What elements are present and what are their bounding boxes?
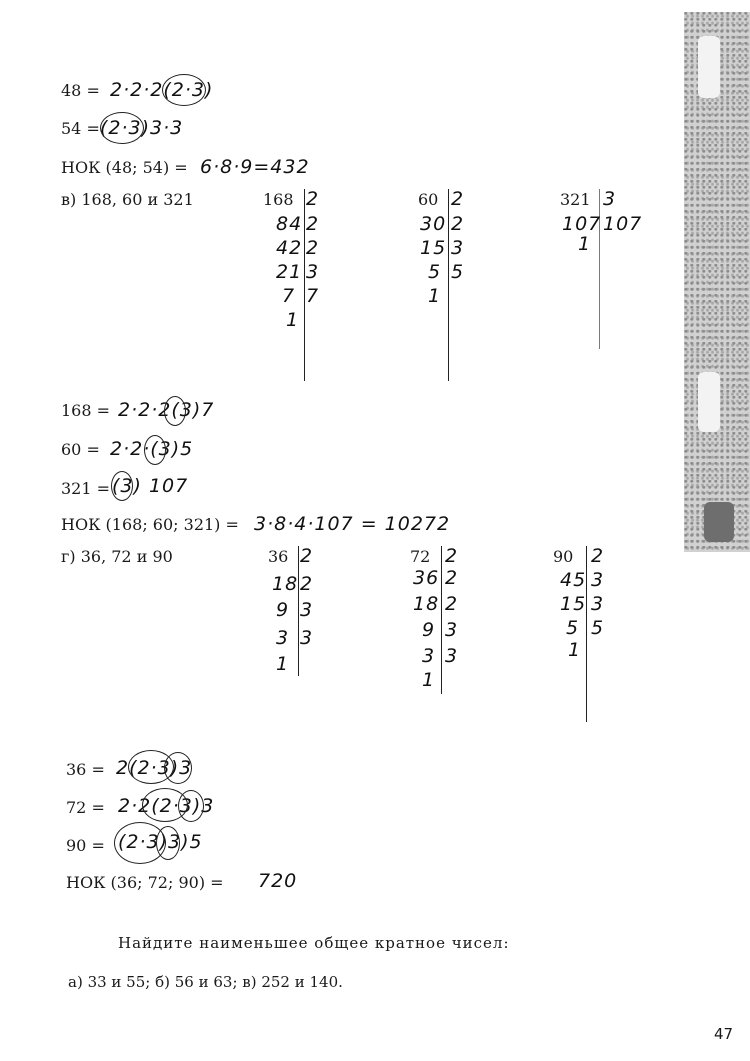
division-line [441, 546, 442, 694]
quotient: 15 [420, 237, 447, 259]
quotient: 45 [560, 569, 587, 591]
lcm-48-54-result: 6·8·9=432 [200, 156, 310, 178]
quotient: 21 [276, 261, 303, 283]
quotient: 18 [272, 573, 299, 595]
circled-factor [111, 471, 133, 501]
divisor: 2 [306, 237, 320, 259]
column-168-head: 168 [263, 190, 294, 209]
quotient: 9 [276, 599, 290, 621]
column-36-head: 36 [268, 547, 289, 566]
quotient: 1 [276, 653, 290, 675]
divisor: 107 [603, 213, 643, 235]
lcm-36-72-90-label: НОК (36; 72; 90) = [66, 873, 224, 892]
quotient: 84 [276, 213, 303, 235]
circled-common-factors [162, 74, 206, 106]
edge-tab-mark [698, 36, 720, 98]
quotient: 5 [428, 261, 442, 283]
circled-factor [164, 396, 186, 426]
divisor: 5 [591, 617, 605, 639]
lcm-36-72-90-result: 720 [258, 870, 298, 892]
row-54-label: 54 = [61, 119, 100, 138]
quotient: 18 [413, 593, 440, 615]
divisor: 3 [300, 599, 314, 621]
divisor: 3 [451, 237, 465, 259]
edge-tab-mark [698, 372, 720, 432]
quotient: 1 [286, 309, 300, 331]
row-36-factors: 2(2·3)3 [116, 757, 193, 779]
column-321-divisor: 3 [603, 188, 617, 210]
column-321-head: 321 [560, 190, 591, 209]
column-90-head: 90 [553, 547, 574, 566]
column-36-divisor: 2 [300, 545, 314, 567]
quotient: 1 [422, 669, 436, 691]
column-72-divisor: 2 [445, 545, 459, 567]
divisor: 2 [300, 573, 314, 595]
division-line [448, 189, 449, 381]
row-321-factors: (3) 107 [112, 475, 189, 497]
quotient: 5 [566, 617, 580, 639]
quotient: 15 [560, 593, 587, 615]
divisor: 2 [306, 213, 320, 235]
exercise-title: Найдите наименьшее общее кратное чисел: [118, 934, 510, 952]
row-60-label: 60 = [61, 440, 100, 459]
row-90-factors: (2·3)3)5 [118, 831, 203, 853]
row-90-label: 90 = [66, 836, 105, 855]
divisor: 2 [445, 593, 459, 615]
division-line [586, 546, 587, 722]
row-54-factors: (2·3)3·3 [100, 117, 184, 139]
divisor: 3 [591, 569, 605, 591]
column-60-divisor: 2 [451, 188, 465, 210]
quotient: 3 [276, 627, 290, 649]
row-48-factors: 2·2·2(2·3) [110, 79, 214, 101]
divisor: 5 [451, 261, 465, 283]
row-168-factors: 2·2·2(3)7 [118, 399, 215, 421]
lcm-168-60-321-result: 3·8·4·107 = 10272 [254, 513, 451, 535]
divisor: 2 [445, 567, 459, 589]
row-321-label: 321 = [61, 479, 111, 498]
lcm-168-60-321-label: НОК (168; 60; 321) = [61, 515, 239, 534]
lcm-48-54-label: НОК (48; 54) = [61, 158, 188, 177]
quotient: 1 [568, 639, 582, 661]
quotient: 1 [428, 285, 442, 307]
column-72-head: 72 [410, 547, 431, 566]
circled-common-factors [100, 112, 144, 144]
quotient: 42 [276, 237, 303, 259]
column-168-divisor: 2 [306, 188, 320, 210]
circled-factor [164, 752, 192, 784]
quotient: 36 [413, 567, 440, 589]
column-60-head: 60 [418, 190, 439, 209]
part-g-label: г) 36, 72 и 90 [61, 547, 173, 566]
quotient: 7 [282, 285, 296, 307]
divisor: 3 [591, 593, 605, 615]
quotient: 1 [578, 233, 592, 255]
row-72-factors: 2·2(2·3)3 [118, 795, 215, 817]
row-168-label: 168 = [61, 401, 111, 420]
divisor: 3 [445, 645, 459, 667]
circled-factor [156, 826, 180, 860]
page-number: 47 [714, 1025, 734, 1043]
edge-tab-mark [704, 502, 734, 542]
row-72-label: 72 = [66, 798, 105, 817]
divisor: 7 [306, 285, 320, 307]
divisor: 3 [300, 627, 314, 649]
row-36-label: 36 = [66, 760, 105, 779]
row-60-factors: 2·2·(3)5 [110, 438, 194, 460]
quotient: 9 [422, 619, 436, 641]
exercise-task: а) 33 и 55; б) 56 и 63; в) 252 и 140. [68, 973, 343, 991]
quotient: 107 [562, 213, 602, 235]
quotient: 30 [420, 213, 447, 235]
part-v-label: в) 168, 60 и 321 [61, 190, 194, 209]
divisor: 3 [445, 619, 459, 641]
divisor: 3 [306, 261, 320, 283]
divisor: 2 [451, 213, 465, 235]
scanned-page-edge [684, 12, 750, 552]
circled-factor [144, 435, 166, 465]
column-90-divisor: 2 [591, 545, 605, 567]
circled-factor [178, 790, 204, 822]
quotient: 3 [422, 645, 436, 667]
row-48-label: 48 = [61, 81, 100, 100]
